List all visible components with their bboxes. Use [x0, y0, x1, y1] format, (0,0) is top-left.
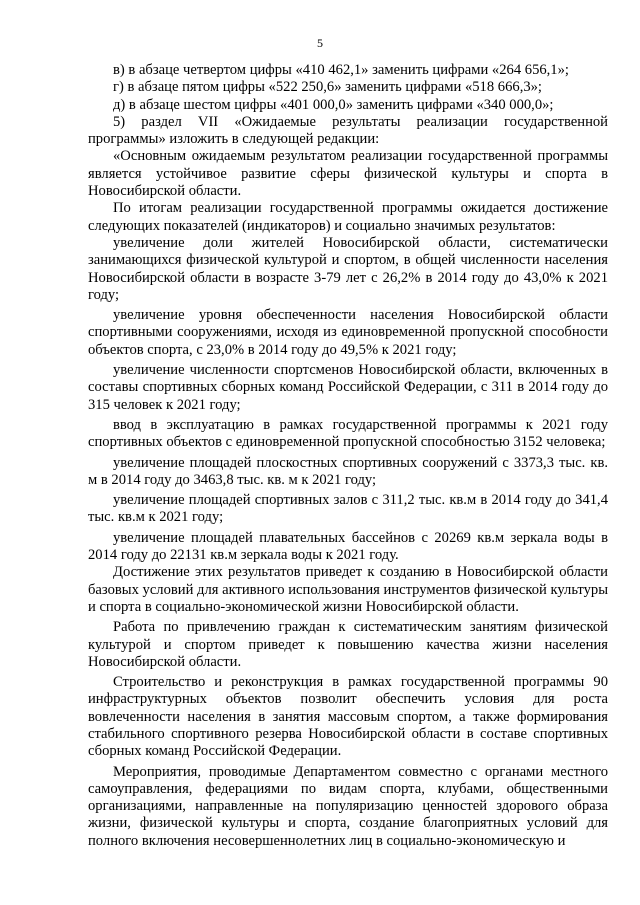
paragraph-conclusion: Строительство и реконструкция в рамках государственной программы 90 инфраструктурных объектов позволит обеспечить условия для роста вовлеченности населения в занятия массовым спортом, а также формирования стабильного спортивного резерва Новосибирской области в составе спортивных сборных команд Российской Федерации.: [88, 674, 608, 760]
paragraph-conclusion: Достижение этих результатов приведет к созданию в Новосибирской области базовых условий для активного использования инструментов физической культуры и спорта в социально-экономической жизни Новосибирской области.: [88, 564, 609, 615]
paragraph-main-result: «Основным ожидаемым результатом реализации государственной программы является устойчивое развитие сферы физической культуры и спорта в Новосибирской области.: [88, 148, 608, 200]
paragraph-item-5: 5) раздел VII «Ожидаемые результаты реализации государственной программы» изложить в следующей редакции:: [88, 113, 608, 148]
paragraph-indicator: увеличение площадей спортивных залов с 311,2 тыс. кв.м в 2014 году до 341,4 тыс. кв.м к 2021 году;: [88, 492, 608, 526]
paragraph-indicator: ввод в эксплуатацию в рамках государственной программы к 2021 году спортивных объектов с единовременной пропускной способностью 3152 человека;: [88, 416, 608, 451]
paragraph-indicator: увеличение численности спортсменов Новосибирской области, включенных в составы спортивных сборных команд Российской Федерации, с 311 в 2014 году до 315 человек к 2021 году;: [88, 362, 608, 413]
paragraph-item-d: д) в абзаце шестом цифры «401 000,0» заменить цифрами «340 000,0»;: [113, 96, 554, 113]
paragraph-indicators-intro: По итогам реализации государственной программы ожидается достижение следующих показателей (индикаторов) и социально значимых результатов:: [88, 200, 608, 234]
page-number: 5: [317, 36, 323, 50]
paragraph-conclusion: Работа по привлечению граждан к систематическим занятиям физической культурой и спортом приведет к повышению качества жизни населения Новосибирской области.: [88, 619, 608, 670]
paragraph-indicator: увеличение доли жителей Новосибирской области, систематически занимающихся физической культурой и спортом, в общей численности населения Новосибирской области в возрасте 3-79 лет с 26,2% в 2014 году до 43,0% к 2021 году;: [88, 234, 608, 303]
paragraph-item-v: в) в абзаце четвертом цифры «410 462,1» заменить цифрами «264 656,1»;: [113, 62, 569, 78]
paragraph-indicator: увеличение уровня обеспеченности населения Новосибирской области спортивными сооружениями, исходя из единовременной пропускной способности объектов спорта, с 23,0% в 2014 году до 49,5% к 2021 году;: [88, 307, 608, 358]
paragraph-indicator: увеличение площадей плоскостных спортивных сооружений с 3373,3 тыс. кв. м в 2014 году до 3463,8 тыс. кв. м к 2021 году;: [88, 454, 608, 488]
document-body: [88, 62, 608, 850]
paragraph-item-g: г) в абзаце пятом цифры «522 250,6» заменить цифрами «518 666,3»;: [113, 79, 542, 96]
paragraph-indicator: увеличение площадей плавательных бассейнов с 20269 кв.м зеркала воды в 2014 году до 22131 кв.м зеркала воды к 2021 году.: [88, 529, 608, 564]
paragraph-conclusion: Мероприятия, проводимые Департаментом совместно с органами местного самоуправления, федерациями по видам спорта, клубами, общественными организациями, направленные на популяризацию ценностей здорового образа жизни, физической культуры и спорта, создание благоприятных условий для полного включения несовершеннолетних лиц в социально-экономическую и: [88, 763, 608, 849]
